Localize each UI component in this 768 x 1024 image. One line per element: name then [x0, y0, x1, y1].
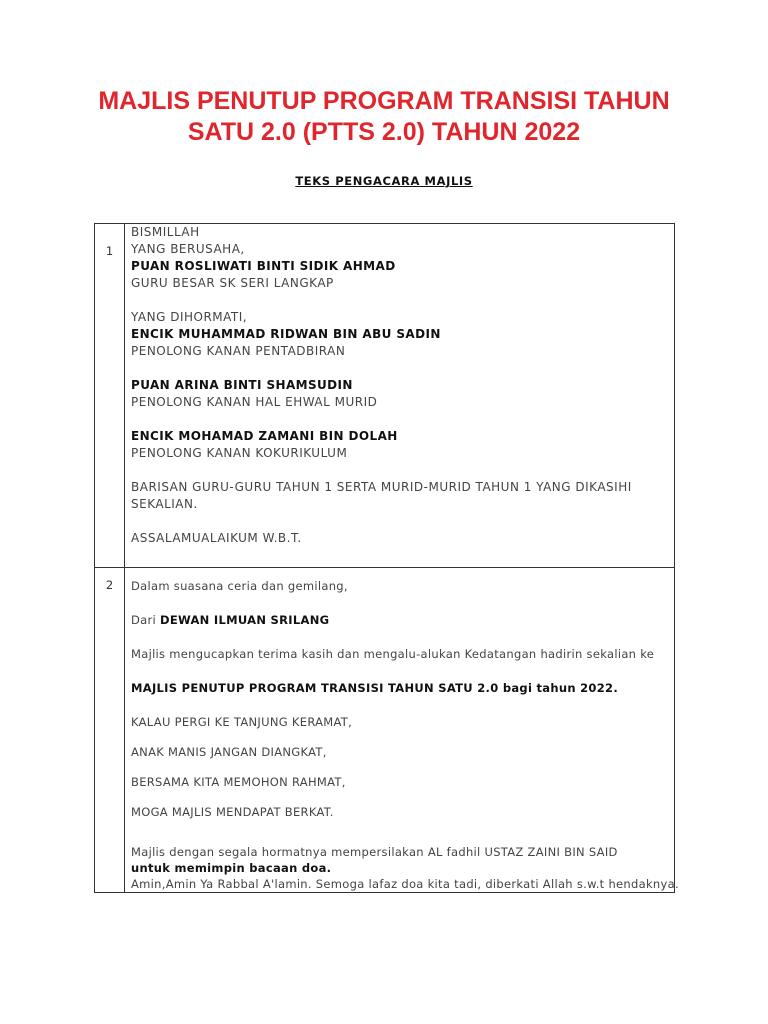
document-title — [60, 86, 708, 148]
guest-name: ENCIK MUHAMMAD RIDWAN BIN ABU SADIN — [131, 327, 441, 341]
text-line: Amin,Amin Ya Rabbal A'lamin. Semoga lafaz doa kita tadi, diberkati Allah s.w.t hendaknya. — [131, 877, 679, 891]
guest-title: PENOLONG KANAN PENTADBIRAN — [131, 344, 346, 358]
text-line: untuk memimpin bacaan doa. — [131, 861, 332, 875]
guest-name: PUAN ARINA BINTI SHAMSUDIN — [131, 378, 353, 392]
table-row — [95, 224, 675, 568]
guest-title: GURU BESAR SK SERI LANGKAP — [131, 276, 334, 290]
guest-name: ENCIK MOHAMAD ZAMANI BIN DOLAH — [131, 429, 398, 443]
text-line: Majlis dengan segala hormatnya mempersilakan AL fadhil USTAZ ZAINI BIN SAID — [131, 845, 618, 859]
spacer — [131, 513, 670, 530]
guest-title: PENOLONG KANAN KOKURIKULUM — [131, 446, 348, 460]
spacer — [131, 411, 670, 428]
event-name: MAJLIS PENUTUP PROGRAM TRANSISI TAHUN SATU 2.0 bagi tahun 2022. — [131, 681, 618, 695]
text-line: YANG DIHORMATI, — [131, 310, 248, 324]
text-line: BISMILLAH — [131, 225, 200, 239]
text-line: YANG BERUSAHA, — [131, 242, 245, 256]
pantun-line: MOGA MAJLIS MENDAPAT BERKAT. — [131, 805, 334, 819]
row-content — [125, 568, 679, 893]
greeting: ASSALAMUALAIKUM W.B.T. — [131, 531, 302, 545]
guest-title: PENOLONG KANAN HAL EHWAL MURID — [131, 395, 378, 409]
venue-name: DEWAN ILMUAN SRILANG — [159, 613, 330, 627]
table-row — [95, 568, 675, 893]
spacer — [131, 292, 670, 309]
pantun-line: BERSAMA KITA MEMOHON RAHMAT, — [131, 775, 346, 789]
document-subtitle: TEKS PENGACARA MAJLIS — [295, 174, 473, 188]
text-line: Majlis mengucapkan terima kasih dan mengalu-alukan Kedatangan hadirin sekalian ke — [131, 647, 655, 661]
text-line: BARISAN GURU-GURU TAHUN 1 SERTA MURID-MURID TAHUN 1 YANG DIKASIHI SEKALIAN. — [131, 480, 632, 511]
row-number: 2 — [95, 568, 125, 893]
venue-prefix: Dari — [131, 613, 160, 627]
emcee-script-table — [94, 223, 679, 893]
row-content — [125, 224, 675, 568]
title-line-2: SATU 2.0 (PTTS 2.0) TAHUN 2022 — [187, 118, 581, 146]
venue-line — [131, 612, 670, 628]
spacer — [131, 360, 670, 377]
pantun-line: KALAU PERGI KE TANJUNG KERAMAT, — [131, 715, 353, 729]
guest-name: PUAN ROSLIWATI BINTI SIDIK AHMAD — [131, 259, 396, 273]
pantun-line: ANAK MANIS JANGAN DIANGKAT, — [131, 745, 327, 759]
row-number: 1 — [95, 224, 125, 568]
spacer — [131, 462, 670, 479]
title-line-1: MAJLIS PENUTUP PROGRAM TRANSISI TAHUN — [98, 87, 670, 115]
text-line: Dalam suasana ceria dan gemilang, — [131, 579, 348, 593]
